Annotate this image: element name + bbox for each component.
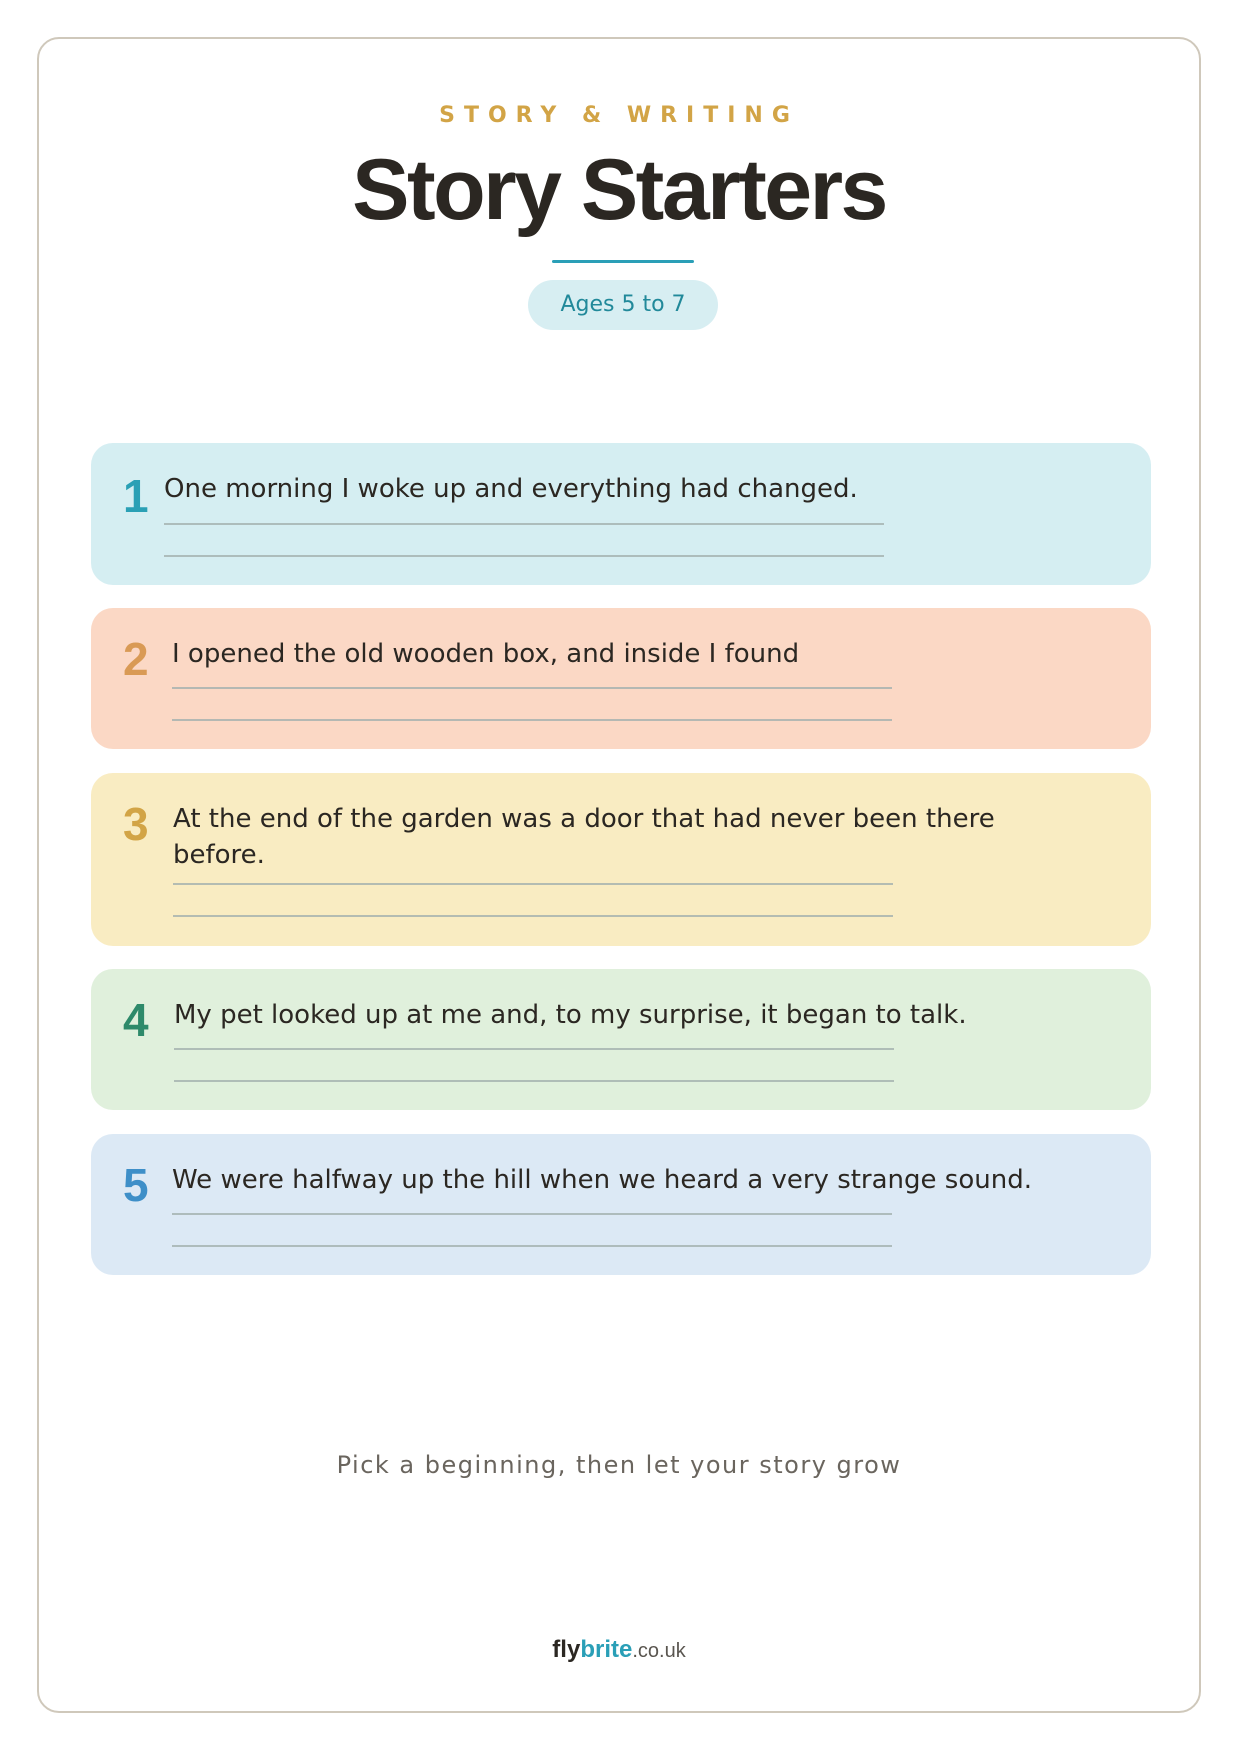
brand-logo[interactable] bbox=[39, 1636, 1199, 1664]
title-divider bbox=[552, 260, 694, 263]
card-number: 1 bbox=[123, 470, 149, 522]
story-starter-card-5 bbox=[91, 1134, 1151, 1275]
writing-line[interactable] bbox=[172, 1245, 892, 1247]
card-number: 5 bbox=[123, 1159, 149, 1211]
age-badge: Ages 5 to 7 bbox=[528, 280, 718, 330]
writing-line[interactable] bbox=[164, 555, 884, 557]
story-prompt-text: At the end of the garden was a door that had never been there before. bbox=[173, 804, 995, 870]
writing-line[interactable] bbox=[172, 687, 892, 689]
story-prompt-text: We were halfway up the hill when we heard a very strange sound. bbox=[172, 1165, 1032, 1195]
footer-note: Pick a beginning, then let your story grow bbox=[336, 1451, 902, 1479]
story-starter-card-3 bbox=[91, 773, 1151, 946]
brand-domain: .co.uk bbox=[632, 1640, 686, 1662]
writing-line[interactable] bbox=[174, 1080, 894, 1082]
story-starter-card-2 bbox=[91, 608, 1151, 749]
story-starter-card-4 bbox=[91, 969, 1151, 1110]
brand-fly: fly bbox=[552, 1636, 581, 1663]
writing-line[interactable] bbox=[174, 1048, 894, 1050]
card-number: 2 bbox=[123, 633, 149, 685]
writing-line[interactable] bbox=[172, 1213, 892, 1215]
story-prompt-text: I opened the old wooden box, and inside I found bbox=[172, 639, 800, 669]
writing-line[interactable] bbox=[173, 883, 893, 885]
writing-line[interactable] bbox=[173, 915, 893, 917]
page-title: Story Starters bbox=[352, 142, 886, 238]
story-prompt-text: My pet looked up at me and, to my surprise, it began to talk. bbox=[174, 1000, 967, 1030]
brand-brite: brite bbox=[580, 1636, 633, 1663]
card-number: 4 bbox=[123, 994, 149, 1046]
story-starter-card-1 bbox=[91, 443, 1151, 585]
eyebrow-label: STORY & WRITING bbox=[439, 103, 799, 128]
story-prompt-text: One morning I woke up and everything had changed. bbox=[164, 474, 858, 504]
writing-line[interactable] bbox=[172, 719, 892, 721]
card-number: 3 bbox=[123, 798, 149, 850]
worksheet-page bbox=[37, 37, 1201, 1713]
writing-line[interactable] bbox=[164, 523, 884, 525]
